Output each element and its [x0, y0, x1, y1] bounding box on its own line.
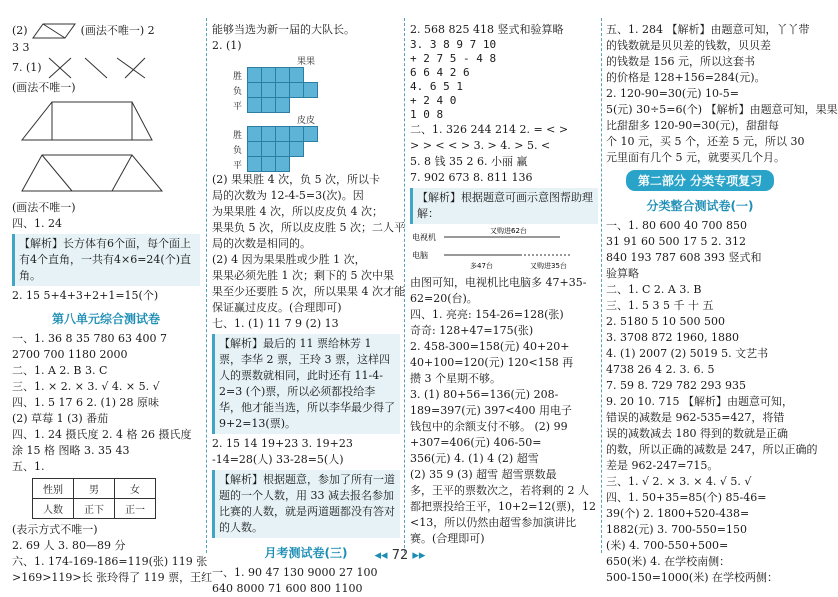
answer-line: 局的次数是相同的。 — [212, 237, 311, 250]
answer-line: 7. 59 8. 729 782 293 935 — [606, 379, 746, 392]
answer-line: 三、1. × 2. × 3. √ 4. × 5. √ — [12, 380, 160, 393]
answer-line: 误的减数减去 180 得到的数就是正确 — [606, 427, 788, 440]
answer-line: 2. 15 5+4+3+2+1=15(个) — [12, 289, 159, 302]
answer-line: <13，所以仍然由超雪参加演讲比 — [410, 516, 577, 529]
answer-line: 5. 8 钱 35 2 6. 小丽 赢 — [410, 155, 528, 168]
answer-line: 2. 69 人 3. 80—89 分 — [12, 539, 126, 552]
analysis-note: 【解析】最后的 11 票给林芳 1 票，李华 2 票，王玲 3 票，这样四人的票数就相同，此时还有 11-4-2=3 (个)票，所以必须都投给李华，他才能当选，所以李华最少得了 9+2=13(票)。 — [212, 334, 400, 434]
fig-label-right: 又购进35台 — [530, 262, 567, 270]
answer-line: 7. 902 673 8. 811 136 — [410, 171, 533, 184]
fig-label-top: 又购进62台 — [490, 227, 527, 235]
column-1 — [12, 22, 213, 584]
answer-line: (米) 4. 700-550+500= — [606, 539, 729, 552]
answer-note: (画法不唯一) — [12, 201, 76, 214]
table-cell: 性别 — [33, 479, 74, 499]
answer-line: 验算略 — [606, 267, 639, 280]
answer-line: 二、1. C 2. A 3. B — [606, 283, 702, 296]
row-label: 平 — [233, 160, 243, 171]
answer-line: 40+100=120(元) 120<158 再 — [410, 356, 574, 369]
row-label: 胜 — [233, 130, 243, 141]
vertical-calc: + 2 4 0 — [410, 94, 457, 107]
next-arrow-icon: ▸▸ — [412, 548, 426, 563]
line-diagram — [410, 226, 590, 272]
answer-line: 3. (1) 80+56=136(元) 208- — [410, 388, 559, 401]
page-number-value: 72 — [391, 548, 409, 563]
answer-line: 的数，所以正确的减数是 247，所以正确的 — [606, 443, 818, 456]
vertical-calc: 3. 3 8 9 7 10 — [410, 38, 497, 51]
answer-line: 39(个) 2. 1800+520-438= — [606, 507, 750, 520]
vertical-calc: + 2 7 5 - 4 8 — [410, 52, 497, 65]
answer-line: 攒 3 个星期不够。 — [410, 372, 501, 385]
answer-line: 由图可知，电视机比电脑多 47+35- — [410, 276, 587, 289]
answer-line: 比甜甜多 120-90=30(元)，甜甜每 — [606, 119, 780, 132]
answer-line: 四、1. 24 摄氏度 2. 4 格 26 摄氏度 — [12, 428, 192, 441]
page-number — [0, 548, 800, 563]
answer-line: 的价格是 128+156=284(元)。 — [606, 71, 766, 84]
section-title: 分类整合测试卷(一) — [646, 199, 754, 213]
answer-line: 7. (1) — [12, 56, 200, 80]
answer-line: 六、1. 174-169-186=119(张) 119 张 — [12, 555, 208, 568]
vertical-calc: 4. 6 5 1 — [410, 80, 463, 93]
answer-line: 2. 568 825 418 竖式和验算略 — [410, 23, 564, 36]
analysis-note: 【解析】根据题意可画示意图帮助理解： — [410, 188, 598, 224]
fig-label-bottom: 多47台 — [470, 262, 493, 270]
row-label: 平 — [233, 101, 243, 112]
answer-line: 奇奇: 128+47=175(张) — [410, 324, 534, 337]
vertical-calc: 6 6 4 2 6 — [410, 66, 470, 79]
answer-note: (画法不唯一) — [12, 81, 76, 94]
row-label: 负 — [233, 145, 243, 156]
answer-line: 错误的减数是 962-535=427，将错 — [606, 411, 785, 424]
answer-line: 650(米) 4. 在学校南侧： — [606, 555, 731, 568]
answer-line: 五、1. — [12, 460, 45, 473]
table-cell: 女 — [115, 479, 156, 499]
answer-line: (2) 35 9 (3) 超雪 超雪票数最 — [410, 468, 557, 481]
answer-line: 局的次数为 12-4-5=3(次)。因 — [212, 189, 364, 202]
answer-line: 果至少还要胜 5 次，所以果果 4 次才能 — [212, 285, 405, 298]
answer-line: 赛。(合理即可) — [410, 532, 485, 545]
answer-line: 2. 120-90=30(元) 10-5= — [606, 87, 739, 100]
answer-line: 9. 20 10. 715 【解析】由题意可知， — [606, 395, 793, 408]
answer-line: 3. 3708 872 1960, 1880 — [606, 331, 739, 344]
analysis-note: 【解析】根据题意，参加了所有一道题的一个人数，用 33 减去报名参加比赛的人数，就是两道题都没有答对的人数。 — [212, 470, 400, 538]
answer-line: 的钱数就是贝贝差的钱数，贝贝差 — [606, 39, 771, 52]
answer-line: 一、1. 90 47 130 9000 27 100 — [212, 566, 378, 579]
answer-line: 500-150=1000(米) 在学校两侧： — [606, 571, 778, 584]
chart-title: 果果 — [296, 57, 315, 67]
answer-line: 2. 5180 5 10 500 500 — [606, 315, 725, 328]
answer-line: 4738 26 4 2. 3. 6. 5 — [606, 363, 715, 376]
answer-line: 356(元) 4. (1) 4 (2) 超雪 — [410, 452, 539, 465]
answer-line: +307=406(元) 406-50= — [410, 436, 542, 449]
answer-line: 二、1. A 2. B 3. C — [12, 364, 108, 377]
answer-line: 三、1. √ 2. × 3. × 4. √ 5. √ — [606, 475, 752, 488]
section-title: 月考测试卷(三) — [264, 546, 348, 560]
trapezoid-figure — [12, 98, 192, 144]
answer-line: -14=28(人) 33-28=5(人) — [212, 453, 344, 466]
answer-line: 个 10 元，买 5 个，还差 5 元，所以 30 — [606, 135, 805, 148]
answer-line: 1882(元) 3. 700-550=150 — [606, 523, 747, 536]
answer-line: 差是 962-247=715。 — [606, 459, 719, 472]
part-banner: 第二部分 分类专项复习 — [626, 170, 774, 191]
answer-line: 31 91 60 500 17 5 2. 312 — [606, 235, 746, 248]
parallelogram-figure — [31, 22, 77, 40]
prev-arrow-icon: ◂◂ — [374, 548, 388, 563]
answer-line: 4. (1) 2007 (2) 5019 5. 文艺书 — [606, 347, 769, 360]
answer-line: 四、1. 50+35=85(个) 85-46= — [606, 491, 767, 504]
answer-line: 840 193 787 608 393 竖式和 — [606, 251, 762, 264]
answer-line: 七、1. (1) 11 7 9 (2) 13 — [212, 317, 339, 330]
block-chart-pipi — [232, 126, 358, 172]
column-divider — [206, 18, 207, 553]
table-cell: 人数 — [33, 499, 74, 519]
vertical-calc: 1 0 8 — [410, 108, 444, 121]
answer-line: 涂 15 格 图略 3. 35 43 — [12, 444, 130, 457]
answer-line: (2) 4 因为果果胜或少胜 1 次， — [212, 253, 366, 266]
answer-line: 640 8000 71 600 800 1100 — [212, 582, 363, 595]
answer-line: 果果必须先胜 1 次；剩下的 5 次中果 — [212, 269, 394, 282]
answer-line: 2. 458-300=158(元) 40+20+ — [410, 340, 570, 353]
answer-line: 果果负 5 次，所以皮皮胜 5 次；二人平 — [212, 221, 405, 234]
column-3 — [410, 22, 598, 550]
table-cell: 男 — [74, 479, 115, 499]
answer-line: 五、1. 284 【解析】由题意可知，丫丫带 — [606, 23, 810, 36]
table-cell: 正一 — [115, 499, 156, 519]
answer-line: 62=20(台)。 — [410, 292, 478, 305]
trapezoid-figure — [12, 151, 192, 195]
answer-line: 多，王平的票数次之，若将剩的 2 人 — [410, 484, 589, 497]
answer-note: (表示方式不唯一) — [12, 523, 98, 536]
section-title: 第八单元综合测试卷 — [51, 312, 160, 326]
answer-line: 保证赢过皮皮。(合理即可) — [212, 301, 342, 314]
answer-line: (2) 果果胜 4 次，负 5 次，所以卡 — [212, 173, 381, 186]
answer-line: 189=397(元) 397<400 用电子 — [410, 404, 572, 417]
answer-line: 元里面有几个 5 元，就要买几个月。 — [606, 151, 785, 164]
fig-label-pc: 电脑 — [412, 251, 428, 260]
answer-line: 二、1. 326 244 214 2. = < > — [410, 123, 569, 136]
line-figure — [45, 56, 155, 80]
answer-line: 为果果胜 4 次，所以皮皮负 4 次； — [212, 205, 383, 218]
row-label: 负 — [233, 86, 243, 97]
answer-line: 2. 15 14 19+23 3. 19+23 — [212, 437, 353, 450]
answer-line: 一、1. 36 8 35 780 63 400 7 — [12, 332, 167, 345]
answer-line: (2) 草莓 1 (3) 番茄 — [12, 412, 109, 425]
answer-line: 钱包中的余额支付不够。 (2) 99 — [410, 420, 568, 433]
chart-title: 皮皮 — [296, 116, 315, 126]
answer-line: 四、1. 5 17 6 2. (1) 28 原味 — [12, 396, 160, 409]
column-divider — [601, 18, 602, 553]
answer-line: 四、1. 24 — [12, 217, 62, 230]
block-chart-guoguo — [232, 67, 358, 113]
answer-line: 3 3 — [12, 41, 30, 54]
answer-line: >169>119>长 张玲得了 119 票，王红 — [12, 571, 213, 584]
fig-label-tv: 电视机 — [412, 233, 436, 242]
column-4 — [606, 22, 838, 584]
answer-line: 能够当选为新一届的大队长。 — [212, 23, 355, 36]
analysis-note: 【解析】长方体有6个面，每个面上有4个直角，一共有4×6=24(个)直角。 — [12, 234, 200, 286]
answer-line: 2. (1) — [212, 39, 242, 52]
answer-line: 三、1. 5 3 5 千 十 五 — [606, 299, 714, 312]
answer-line: 5(元) 30÷5=6(个) 【解析】由题意可知，果果 — [606, 103, 838, 116]
answer-line: 四、1. 亮亮: 154-26=128(张) — [410, 308, 564, 321]
table-cell: 正下 — [74, 499, 115, 519]
answer-line: 的钱数是 156 元，所以这套书 — [606, 55, 755, 68]
answer-line: 2700 700 1180 2000 — [12, 348, 128, 361]
row-label: 胜 — [233, 71, 243, 82]
answer-line: (2) (画法不唯一) 2 — [12, 22, 200, 40]
answer-line: > > < < > 3. > 4. > 5. < — [410, 139, 551, 152]
tally-table — [32, 478, 156, 519]
answer-line: 一、1. 80 600 40 700 850 — [606, 219, 747, 232]
answer-line: 都把票投给王平，10+2=12(票)，12 — [410, 500, 597, 513]
